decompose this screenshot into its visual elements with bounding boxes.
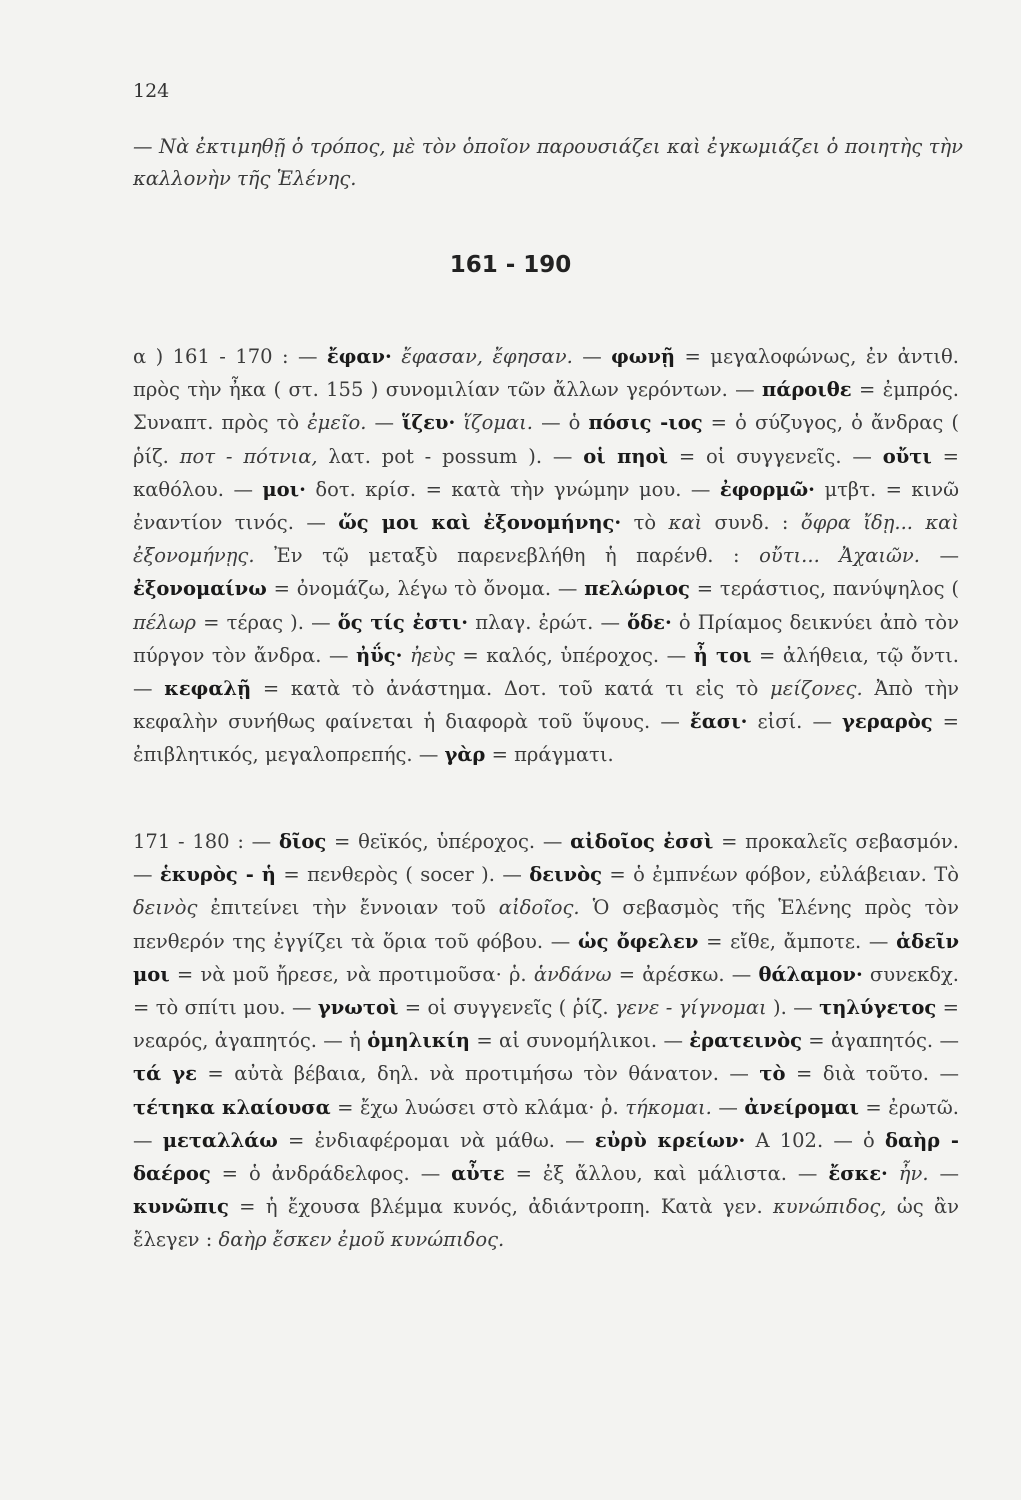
page-number: 124: [133, 80, 170, 102]
commentary-161-170: α ) 161 - 170 : — ἔφαν· ἔφασαν, ἔφησαν. — φωνῇ = μεγαλοφώνως, ἐν ἀντιθ. πρὸς τὴν ἦκα ( στ. 155 ) συνομιλίαν τῶν ἄλλων γερόντων. — πάροιθε = ἐμπρός. Συναπτ. πρὸς τὸ ἐμεῖο. — ἵζευ· ἵζομαι. — ὁ πόσις -ιος = ὁ σύζυγος, ὁ ἄνδρας ( ῥίζ. ποτ - πότνια, λατ. pot - possum ). — οἱ πηοὶ = οἱ συγγενεῖς. — οὔτι = καθόλου. — μοι· δοτ. κρίσ. = κατὰ τὴν γνώμην μου. — ἐφορμῶ· μτβτ. = κινῶ ἐναντίον τινός. — ὥς μοι καὶ ἐξονομήνης· τὸ καὶ συνδ. : ὄφρα ἴδῃ... καὶ ἐξονομήνῃς. Ἐν τῷ μεταξὺ παρενεβλήθη ἡ παρένθ. : οὔτι... Ἀχαιῶν. — ἐξονομαίνω = ὀνομάζω, λέγω τὸ ὄνομα. — πελώριος = τεράστιος, πανύψηλος ( πέλωρ = τέρας ). — ὅς τίς ἐστι· πλαγ. ἐρώτ. — ὅδε· ὁ Πρίαμος δεικνύει ἀπὸ τὸν πύργον τὸν ἄνδρα. — ἠΰς· ἠεὺς = καλός, ὑπέροχος. — ἦ τοι = ἀλήθεια, τῷ ὄντι. — κεφαλῇ = κατὰ τὸ ἀνάστημα. Δοτ. τοῦ κατά τι εἰς τὸ μείζονες. Ἀπὸ τὴν κεφαλὴν συνήθως φαίνεται ἡ διαφορὰ τοῦ ὕψους. — ἔασι· εἰσί. — γεραρὸς = ἐπιβλητικός, μεγαλοπρεπής. — γὰρ = πράγματι.: [133, 345, 960, 767]
verse-range-heading: 161 - 190: [449, 252, 572, 278]
intro-question: — Νὰ ἐκτιμηθῇ ὁ τρόπος, μὲ τὸν ὁποῖον παρουσιάζει καὶ ἐγκωμιάζει ὁ ποιητὴς τὴν καλλονὴν τῆς Ἑλένης.: [133, 135, 963, 190]
commentary-171-180: 171 - 180 : — δῖος = θεϊκός, ὑπέροχος. — αἰδοῖος ἐσσὶ = προκαλεῖς σεβασμόν. — ἑκυρὸς - ἡ = πενθερὸς ( socer ). — δεινὸς = ὁ ἐμπνέων φόβον, εὐλάβειαν. Τὸ δεινὸς ἐπιτείνει τὴν ἔννοιαν τοῦ αἰδοῖος. Ὁ σεβασμὸς τῆς Ἑλένης πρὸς τὸν πενθερόν της ἐγγίζει τὰ ὅρια τοῦ φόβου. — ὡς ὄφελεν = εἴθε, ἄμποτε. — ἁδεῖν μοι = νὰ μοῦ ἤρεσε, νὰ προτιμοῦσα· ῥ. ἁνδάνω = ἀρέσκω. — θάλαμον· συνεκδχ. = τὸ σπίτι μου. — γνωτοὶ = οἱ συγγενεῖς ( ῥίζ. γενε - γίγνομαι ). — τηλύγετος = νεαρός, ἀγαπητός. — ἡ ὁμηλικίη = αἱ συνομήλικοι. — ἐρατεινὸς = ἀγαπητός. — τά γε = αὐτὰ βέβαια, δηλ. νὰ προτιμήσω τὸν θάνατον. — τὸ = διὰ τοῦτο. — τέτηκα κλαίουσα = ἔχω λυώσει στὸ κλάμα· ῥ. τήκομαι. — ἀνείρομαι = ἐρωτῶ. — μεταλλάω = ἐνδιαφέρομαι νὰ μάθω. — εὐρὺ κρείων· Α 102. — ὁ δαὴρ - δαέρος = ὁ ἀνδράδελφος. — αὖτε = ἐξ ἄλλου, καὶ μάλιστα. — ἔσκε· ἦν. — κυνῶπις = ἡ ἔχουσα βλέμμα κυνός, ἀδιάντροπη. Κατὰ γεν. κυνώπιδος, ὡς ἂν ἔλεγεν : δαὴρ ἔσκεν ἐμοῦ κυνώπιδος.: [133, 830, 960, 1252]
